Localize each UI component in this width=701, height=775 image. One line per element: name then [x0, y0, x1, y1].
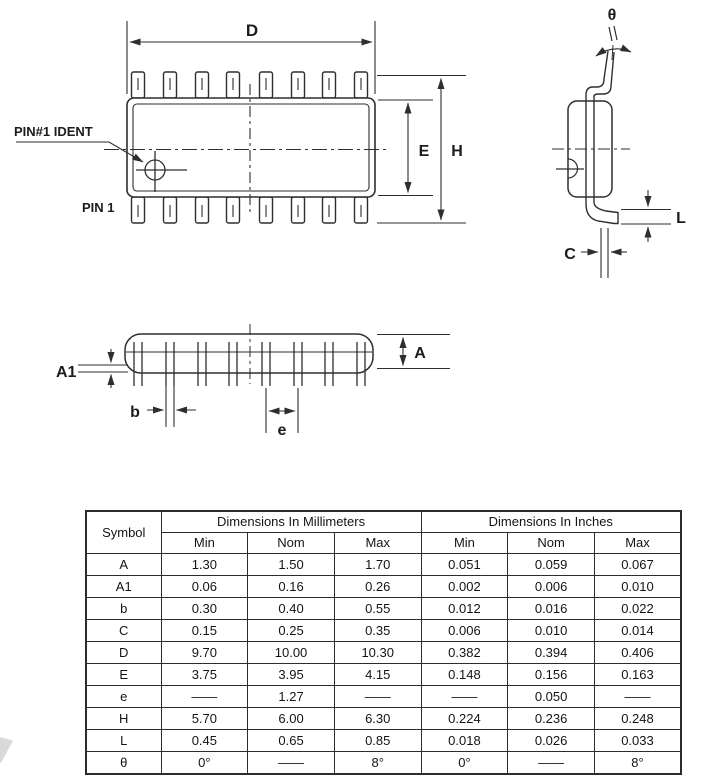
cell-mm-min: ——: [161, 686, 248, 708]
table-row-a: [86, 554, 681, 576]
table-row-h: [86, 708, 681, 730]
cell-mm-max: 0.26: [334, 576, 421, 598]
dim-a1: [78, 349, 128, 388]
dim-label-d: D: [245, 21, 259, 40]
cell-mm-min: 9.70: [161, 642, 248, 664]
cell-symbol: e: [86, 686, 161, 708]
cell-mm-nom: 0.65: [248, 730, 335, 752]
cell-mm-max: 6.30: [334, 708, 421, 730]
pin1-ident-label: PIN#1 IDENT: [14, 124, 93, 139]
subheader-mm-min: Min: [161, 533, 248, 554]
side-view-pin1-notch: [556, 159, 584, 178]
cell-symbol: D: [86, 642, 161, 664]
cell-in-min: 0.006: [421, 620, 508, 642]
table-row-d: [86, 642, 681, 664]
cell-symbol: A: [86, 554, 161, 576]
cell-symbol: b: [86, 598, 161, 620]
cell-mm-min: 1.30: [161, 554, 248, 576]
pin1-label: PIN 1: [82, 200, 115, 215]
top-view-body-outline: [127, 98, 375, 197]
dim-c: [581, 228, 627, 278]
cell-in-max: 0.248: [594, 708, 681, 730]
table-row-e: [86, 664, 681, 686]
front-view: [56, 324, 450, 439]
cell-in-max: 0.010: [594, 576, 681, 598]
cell-mm-max: 1.70: [334, 554, 421, 576]
cell-in-min: 0.051: [421, 554, 508, 576]
cell-mm-min: 0.06: [161, 576, 248, 598]
cell-in-nom: 0.010: [508, 620, 595, 642]
table-row-a1: [86, 576, 681, 598]
cell-in-nom: 0.236: [508, 708, 595, 730]
cell-in-nom: 0.006: [508, 576, 595, 598]
cell-mm-max: 10.30: [334, 642, 421, 664]
table-row-c: [86, 620, 681, 642]
header-inches: Dimensions In Inches: [421, 511, 681, 533]
cell-mm-min: 3.75: [161, 664, 248, 686]
cell-in-nom: 0.026: [508, 730, 595, 752]
cell-mm-nom: 3.95: [248, 664, 335, 686]
cell-mm-nom: 1.50: [248, 554, 335, 576]
subheader-mm-nom: Nom: [248, 533, 335, 554]
watermark-fragment: [0, 733, 16, 763]
top-view: [14, 21, 466, 223]
cell-in-nom: 0.050: [508, 686, 595, 708]
cell-mm-max: 8°: [334, 752, 421, 775]
cell-in-min: 0.012: [421, 598, 508, 620]
subheader-in-max: Max: [594, 533, 681, 554]
cell-mm-max: ——: [334, 686, 421, 708]
dim-label-e-width: E: [418, 143, 430, 160]
subheader-in-min: Min: [421, 533, 508, 554]
cell-symbol: E: [86, 664, 161, 686]
cell-symbol: C: [86, 620, 161, 642]
cell-symbol: H: [86, 708, 161, 730]
cell-mm-min: 0.45: [161, 730, 248, 752]
cell-mm-max: 0.55: [334, 598, 421, 620]
cell-mm-nom: ——: [248, 752, 335, 775]
front-view-body: [125, 334, 373, 373]
cell-in-min: 0.018: [421, 730, 508, 752]
cell-in-max: 0.163: [594, 664, 681, 686]
dim-l: [621, 190, 671, 242]
cell-in-nom: 0.156: [508, 664, 595, 686]
cell-in-max: 0.406: [594, 642, 681, 664]
table-row-l: [86, 730, 681, 752]
dim-label-e-pitch: e: [277, 422, 287, 439]
cell-in-max: 8°: [594, 752, 681, 775]
cell-in-nom: 0.016: [508, 598, 595, 620]
cell-in-max: 0.033: [594, 730, 681, 752]
dim-label-theta: θ: [607, 7, 617, 24]
cell-mm-min: 0°: [161, 752, 248, 775]
cell-in-nom: 0.059: [508, 554, 595, 576]
cell-in-max: 0.014: [594, 620, 681, 642]
cell-in-min: 0°: [421, 752, 508, 775]
cell-in-max: 0.067: [594, 554, 681, 576]
subheader-mm-max: Max: [334, 533, 421, 554]
cell-in-min: 0.002: [421, 576, 508, 598]
cell-in-nom: 0.394: [508, 642, 595, 664]
cell-in-max: 0.022: [594, 598, 681, 620]
header-symbol: Symbol: [86, 511, 161, 554]
table-row-e-pitch: [86, 686, 681, 708]
cell-mm-nom: 0.40: [248, 598, 335, 620]
cell-mm-min: 5.70: [161, 708, 248, 730]
cell-in-min: 0.224: [421, 708, 508, 730]
table-row-theta: [86, 752, 681, 775]
side-view: [552, 7, 686, 278]
cell-in-nom: ——: [508, 752, 595, 775]
cell-mm-nom: 0.25: [248, 620, 335, 642]
cell-mm-min: 0.15: [161, 620, 248, 642]
pin1-ident-leader: [16, 142, 143, 162]
dim-label-a1: A1: [56, 364, 77, 381]
cell-mm-nom: 10.00: [248, 642, 335, 664]
cell-mm-max: 0.85: [334, 730, 421, 752]
dim-label-l: L: [676, 210, 686, 227]
cell-symbol: L: [86, 730, 161, 752]
cell-mm-min: 0.30: [161, 598, 248, 620]
dim-label-c: C: [564, 246, 576, 263]
cell-mm-nom: 0.16: [248, 576, 335, 598]
cell-in-min: 0.148: [421, 664, 508, 686]
cell-mm-nom: 1.27: [248, 686, 335, 708]
cell-mm-max: 0.35: [334, 620, 421, 642]
cell-in-min: 0.382: [421, 642, 508, 664]
cell-symbol: θ: [86, 752, 161, 775]
cell-mm-nom: 6.00: [248, 708, 335, 730]
subheader-in-nom: Nom: [508, 533, 595, 554]
dimensions-table: [85, 510, 680, 775]
table-row-b: [86, 598, 681, 620]
dim-label-b: b: [130, 404, 140, 421]
cell-symbol: A1: [86, 576, 161, 598]
dim-label-h: H: [451, 143, 463, 160]
cell-mm-max: 4.15: [334, 664, 421, 686]
dim-b: [147, 386, 196, 427]
header-mm: Dimensions In Millimeters: [161, 511, 421, 533]
dim-label-a: A: [414, 345, 426, 362]
cell-in-min: ——: [421, 686, 508, 708]
cell-in-max: ——: [594, 686, 681, 708]
